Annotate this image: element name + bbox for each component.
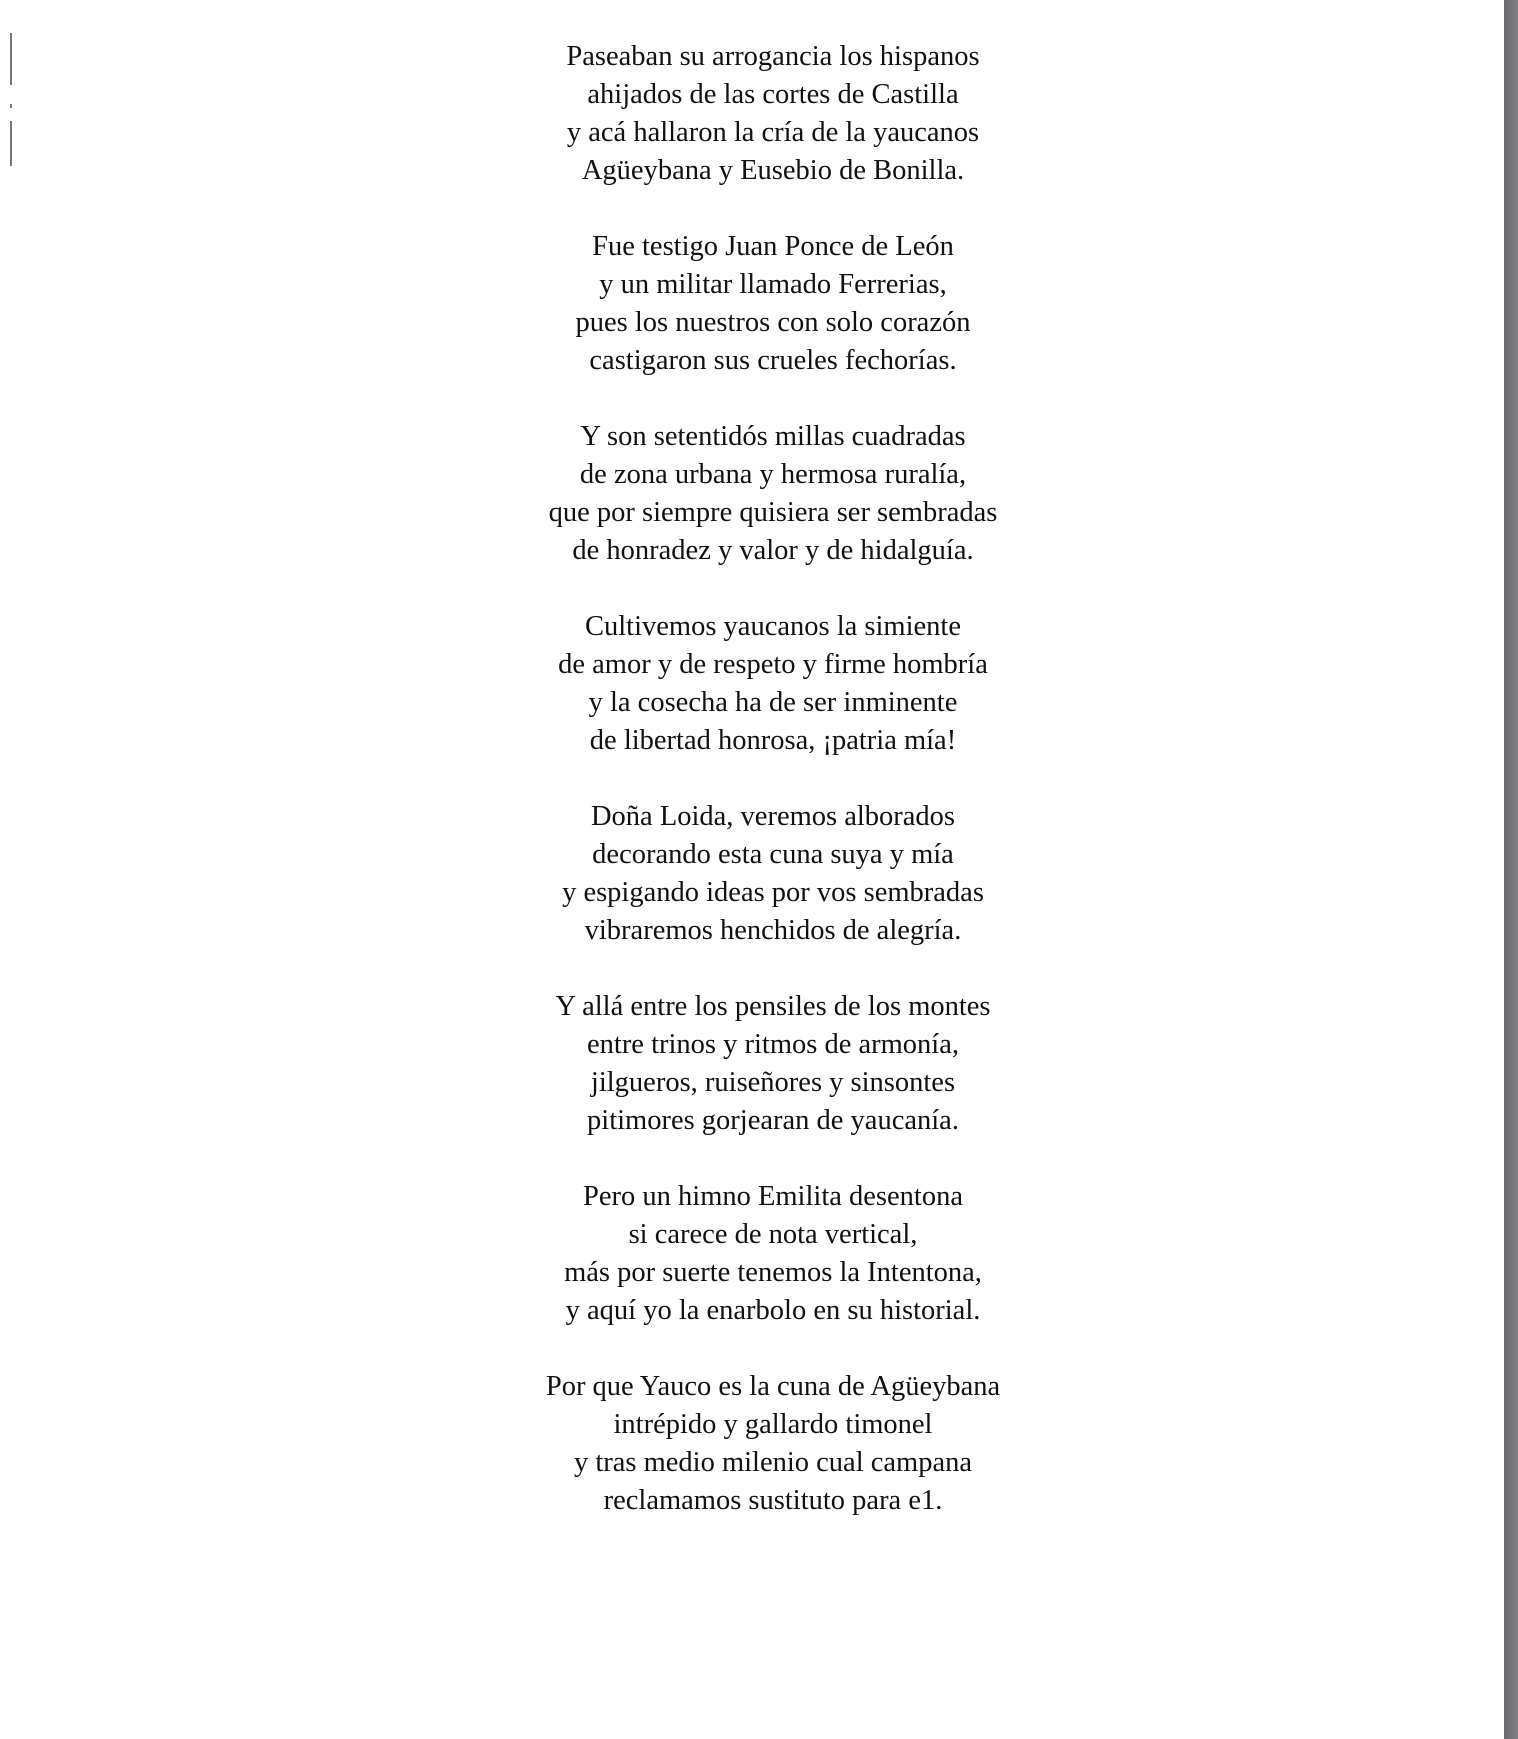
poem-line: Agüeybana y Eusebio de Bonilla. <box>581 155 965 186</box>
page-edge-shadow <box>1504 0 1518 1739</box>
poem-line: de zona urbana y hermosa ruralía, <box>579 459 967 490</box>
stanza <box>473 418 1073 570</box>
poem-line: y un militar llamado Ferrerias, <box>599 269 947 300</box>
poem-line: si carece de nota vertical, <box>628 1219 918 1250</box>
stanza <box>473 228 1073 380</box>
margin-mark <box>10 33 12 85</box>
poem-line: más por suerte tenemos la Intentona, <box>564 1257 982 1288</box>
stanza <box>473 1178 1073 1330</box>
poem-line: pitimores gorjearan de yaucanía. <box>587 1105 959 1136</box>
stanza <box>473 38 1073 190</box>
margin-mark <box>10 121 12 166</box>
poem-line: y espigando ideas por vos sembradas <box>562 877 984 908</box>
poem-line: castigaron sus crueles fechorías. <box>589 345 957 376</box>
poem-line: y aquí yo la enarbolo en su historial. <box>565 1295 981 1326</box>
stanza <box>473 1368 1073 1520</box>
poem <box>473 38 1073 1558</box>
poem-line: Cultivemos yaucanos la simiente <box>585 611 961 642</box>
poem-line: y tras medio milenio cual campana <box>573 1447 973 1478</box>
poem-line: Por que Yauco es la cuna de Agüeybana <box>545 1371 1001 1402</box>
poem-line: Y allá entre los pensiles de los montes <box>555 991 991 1022</box>
poem-line: reclamamos sustituto para e1. <box>603 1485 943 1516</box>
poem-line: entre trinos y ritmos de armonía, <box>587 1029 959 1060</box>
poem-line: y acá hallaron la cría de la yaucanos <box>566 117 980 148</box>
poem-line: jilgueros, ruiseñores y sinsontes <box>590 1067 956 1098</box>
poem-line: intrépido y gallardo timonel <box>613 1409 933 1440</box>
poem-line: que por siempre quisiera ser sembradas <box>548 497 998 528</box>
stanza <box>473 608 1073 760</box>
poem-line: Doña Loida, veremos alborados <box>590 801 956 832</box>
poem-line: Paseaban su arrogancia los hispanos <box>566 41 980 72</box>
poem-line: vibraremos henchidos de alegría. <box>584 915 962 946</box>
poem-line: de amor y de respeto y firme hombría <box>558 649 988 680</box>
poem-line: y la cosecha ha de ser inminente <box>588 687 958 718</box>
margin-mark <box>10 104 12 108</box>
poem-line: ahijados de las cortes de Castilla <box>587 79 959 110</box>
poem-line: Pero un himno Emilita desentona <box>583 1181 963 1212</box>
poem-line: Y son setentidós millas cuadradas <box>580 421 966 452</box>
poem-line: de honradez y valor y de hidalguía. <box>572 535 974 566</box>
poem-line: Fue testigo Juan Ponce de León <box>592 231 954 262</box>
stanza <box>473 988 1073 1140</box>
poem-line: decorando esta cuna suya y mía <box>592 839 954 870</box>
poem-line: pues los nuestros con solo corazón <box>575 307 971 338</box>
poem-line: de libertad honrosa, ¡patria mía! <box>589 725 957 756</box>
stanza <box>473 798 1073 950</box>
